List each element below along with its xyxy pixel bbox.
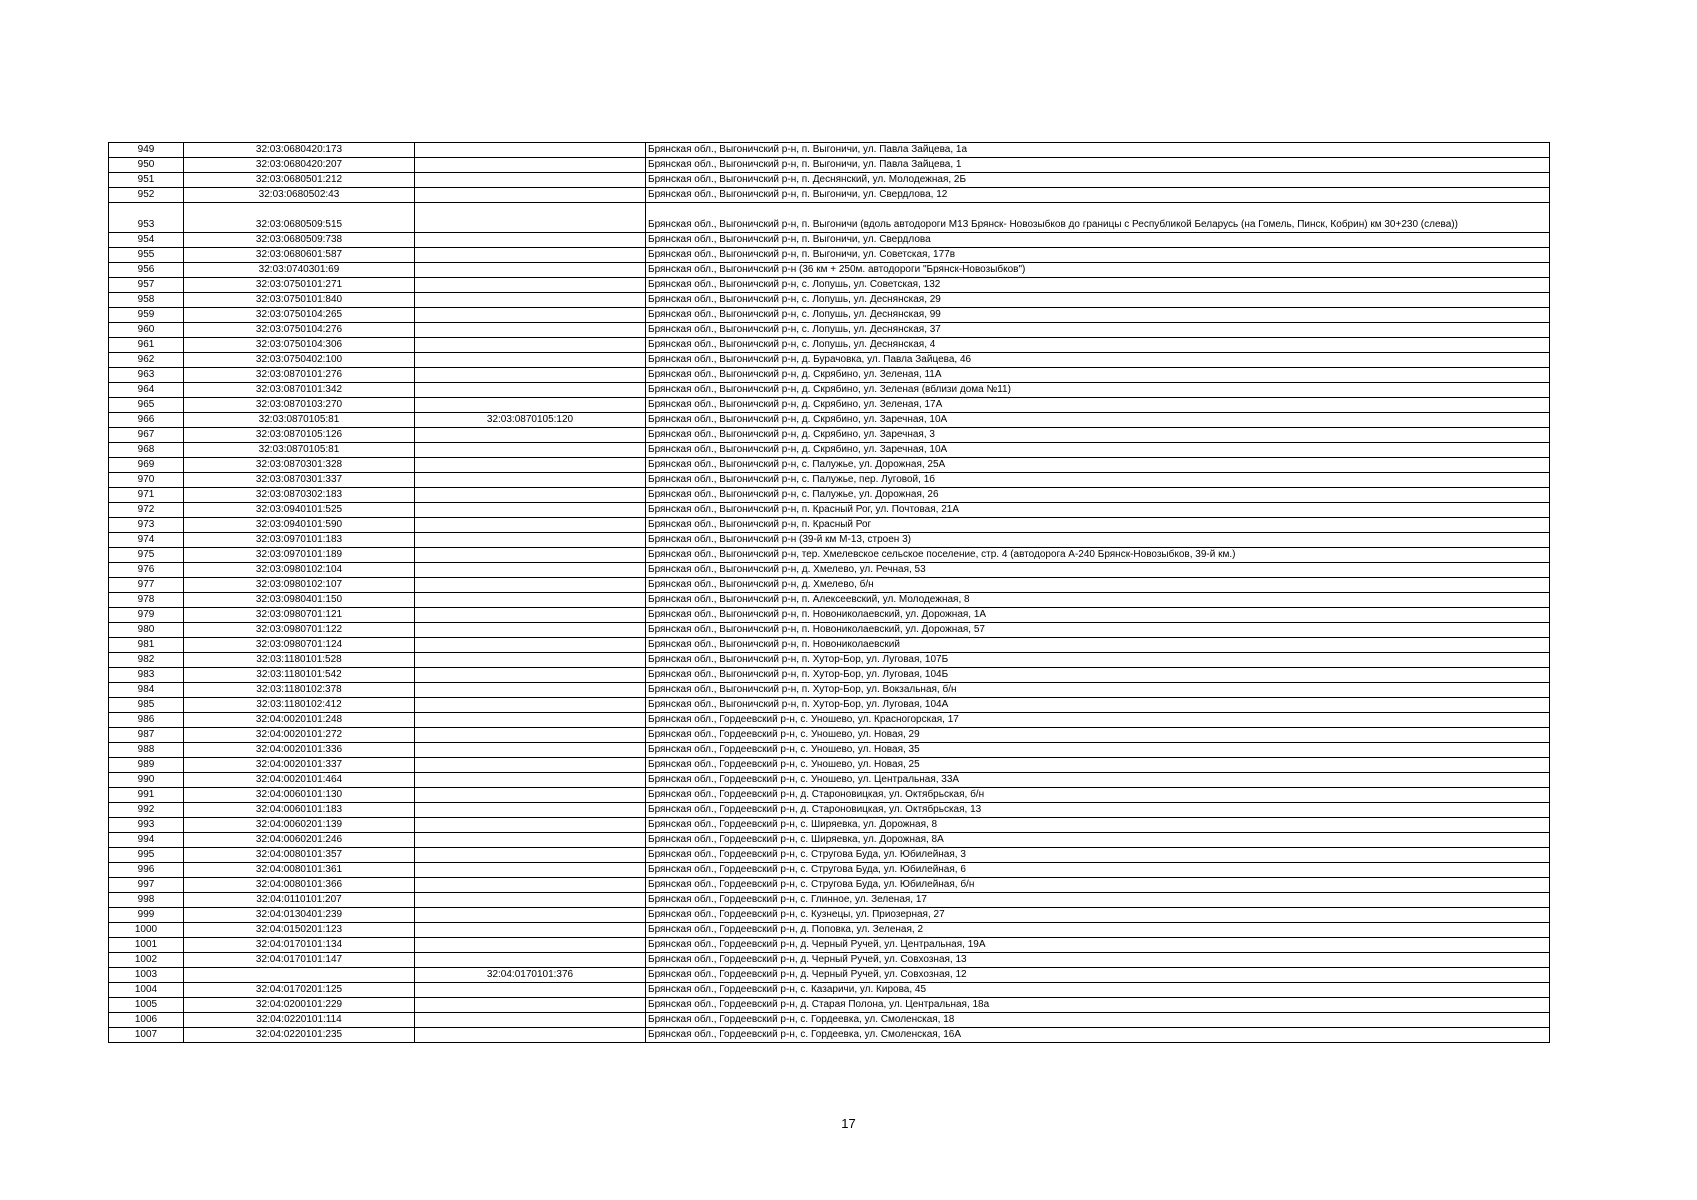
table-row bbox=[109, 488, 1550, 503]
cadastral-number-cell: 32:04:0020101:464 bbox=[184, 773, 415, 788]
table-row bbox=[109, 278, 1550, 293]
table-row bbox=[109, 263, 1550, 278]
address-cell: Брянская обл., Выгоничский р-н, д. Скрябино, ул. Зеленая, 17А bbox=[646, 398, 1550, 413]
cadastral-number-cell: 32:03:0870301:337 bbox=[184, 473, 415, 488]
table-row bbox=[109, 908, 1550, 923]
table-row bbox=[109, 713, 1550, 728]
table-row bbox=[109, 803, 1550, 818]
row-number-cell: 972 bbox=[109, 503, 184, 518]
cadastral-number-cell: 32:03:0980701:122 bbox=[184, 623, 415, 638]
table-row bbox=[109, 323, 1550, 338]
cadastral-number-cell: 32:04:0200101:229 bbox=[184, 998, 415, 1013]
table-row bbox=[109, 728, 1550, 743]
cadastral-number-cell: 32:04:0170101:147 bbox=[184, 953, 415, 968]
related-cadastral-number-cell bbox=[415, 233, 646, 248]
address-cell: Брянская обл., Выгоничский р-н, д. Скрябино, ул. Заречная, 10А bbox=[646, 413, 1550, 428]
address-cell: Брянская обл., Выгоничский р-н, п. Выгоничи, ул. Советская, 177в bbox=[646, 248, 1550, 263]
cadastral-number-cell: 32:03:0980102:107 bbox=[184, 578, 415, 593]
table-row bbox=[109, 248, 1550, 263]
related-cadastral-number-cell bbox=[415, 593, 646, 608]
row-number-cell: 961 bbox=[109, 338, 184, 353]
related-cadastral-number-cell bbox=[415, 383, 646, 398]
address-cell: Брянская обл., Выгоничский р-н, д. Бурачовка, ул. Павла Зайцева, 46 bbox=[646, 353, 1550, 368]
related-cadastral-number-cell bbox=[415, 293, 646, 308]
address-cell: Брянская обл., Выгоничский р-н, д. Хмелево, ул. Речная, 53 bbox=[646, 563, 1550, 578]
cadastral-number-cell: 32:04:0060101:183 bbox=[184, 803, 415, 818]
table-row bbox=[109, 593, 1550, 608]
table-row bbox=[109, 893, 1550, 908]
related-cadastral-number-cell bbox=[415, 773, 646, 788]
address-cell: Брянская обл., Гордеевский р-н, д. Староновицкая, ул. Октябрьская, б/н bbox=[646, 788, 1550, 803]
address-cell: Брянская обл., Гордеевский р-н, с. Уношево, ул. Новая, 29 bbox=[646, 728, 1550, 743]
address-cell: Брянская обл., Гордеевский р-н, с. Уношево, ул. Новая, 35 bbox=[646, 743, 1550, 758]
table-row bbox=[109, 143, 1550, 158]
cadastral-number-cell: 32:03:0940101:525 bbox=[184, 503, 415, 518]
related-cadastral-number-cell bbox=[415, 443, 646, 458]
row-number-cell: 981 bbox=[109, 638, 184, 653]
cadastral-number-cell: 32:03:0980102:104 bbox=[184, 563, 415, 578]
table-row bbox=[109, 518, 1550, 533]
row-number-cell: 990 bbox=[109, 773, 184, 788]
table-row bbox=[109, 578, 1550, 593]
related-cadastral-number-cell bbox=[415, 398, 646, 413]
related-cadastral-number-cell bbox=[415, 623, 646, 638]
related-cadastral-number-cell bbox=[415, 728, 646, 743]
address-cell: Брянская обл., Выгоничский р-н, п. Новониколаевский bbox=[646, 638, 1550, 653]
related-cadastral-number-cell bbox=[415, 503, 646, 518]
cadastral-number-cell: 32:04:0130401:239 bbox=[184, 908, 415, 923]
address-cell: Брянская обл., Выгоничский р-н, п. Деснянский, ул. Молодежная, 2Б bbox=[646, 173, 1550, 188]
cadastral-number-cell: 32:03:1180102:412 bbox=[184, 698, 415, 713]
address-cell: Брянская обл., Выгоничский р-н, п. Новониколаевский, ул. Дорожная, 57 bbox=[646, 623, 1550, 638]
row-number-cell: 965 bbox=[109, 398, 184, 413]
address-cell: Брянская обл., Выгоничский р-н, п. Хутор-Бор, ул. Луговая, 104Б bbox=[646, 668, 1550, 683]
table-row bbox=[109, 368, 1550, 383]
related-cadastral-number-cell bbox=[415, 458, 646, 473]
cadastral-number-cell: 32:04:0020101:337 bbox=[184, 758, 415, 773]
cadastral-number-cell: 32:03:0680509:515 bbox=[184, 203, 415, 233]
cadastral-number-cell: 32:03:0870105:81 bbox=[184, 413, 415, 428]
related-cadastral-number-cell bbox=[415, 923, 646, 938]
address-cell: Брянская обл., Гордеевский р-н, с. Уношево, ул. Красногорская, 17 bbox=[646, 713, 1550, 728]
table-row bbox=[109, 413, 1550, 428]
cadastral-number-cell: 32:03:0970101:183 bbox=[184, 533, 415, 548]
table-row bbox=[109, 443, 1550, 458]
address-cell: Брянская обл., Выгоничский р-н, п. Алексеевский, ул. Молодежная, 8 bbox=[646, 593, 1550, 608]
address-cell: Брянская обл., Гордеевский р-н, с. Уношево, ул. Новая, 25 bbox=[646, 758, 1550, 773]
cadastral-number-cell: 32:03:0870103:270 bbox=[184, 398, 415, 413]
address-cell: Брянская обл., Гордеевский р-н, д. Черный Ручей, ул. Центральная, 19А bbox=[646, 938, 1550, 953]
related-cadastral-number-cell: 32:03:0870105:120 bbox=[415, 413, 646, 428]
cadastral-number-cell: 32:03:1180101:528 bbox=[184, 653, 415, 668]
related-cadastral-number-cell bbox=[415, 758, 646, 773]
related-cadastral-number-cell bbox=[415, 308, 646, 323]
table-row bbox=[109, 428, 1550, 443]
row-number-cell: 993 bbox=[109, 818, 184, 833]
address-cell: Брянская обл., Гордеевский р-н, с. Кузнецы, ул. Приозерная, 27 bbox=[646, 908, 1550, 923]
row-number-cell: 973 bbox=[109, 518, 184, 533]
table-row bbox=[109, 233, 1550, 248]
row-number-cell: 984 bbox=[109, 683, 184, 698]
address-cell: Брянская обл., Выгоничский р-н, с. Лопушь, ул. Советская, 132 bbox=[646, 278, 1550, 293]
row-number-cell: 996 bbox=[109, 863, 184, 878]
related-cadastral-number-cell bbox=[415, 608, 646, 623]
related-cadastral-number-cell bbox=[415, 818, 646, 833]
row-number-cell: 992 bbox=[109, 803, 184, 818]
table-row bbox=[109, 983, 1550, 998]
related-cadastral-number-cell bbox=[415, 353, 646, 368]
related-cadastral-number-cell bbox=[415, 803, 646, 818]
row-number-cell: 956 bbox=[109, 263, 184, 278]
address-cell: Брянская обл., Выгоничский р-н, п. Выгоничи, ул. Свердлова, 12 bbox=[646, 188, 1550, 203]
address-cell: Брянская обл., Гордеевский р-н, с. Уношево, ул. Центральная, 33А bbox=[646, 773, 1550, 788]
cadastral-number-cell: 32:03:0980401:150 bbox=[184, 593, 415, 608]
row-number-cell: 962 bbox=[109, 353, 184, 368]
address-cell: Брянская обл., Выгоничский р-н, д. Скрябино, ул. Заречная, 10А bbox=[646, 443, 1550, 458]
table-row bbox=[109, 548, 1550, 563]
address-cell: Брянская обл., Выгоничский р-н, с. Лопушь, ул. Деснянская, 29 bbox=[646, 293, 1550, 308]
row-number-cell: 1004 bbox=[109, 983, 184, 998]
cadastral-number-cell bbox=[184, 968, 415, 983]
related-cadastral-number-cell bbox=[415, 938, 646, 953]
address-cell: Брянская обл., Выгоничский р-н (36 км + 250м. автодороги "Брянск-Новозыбков") bbox=[646, 263, 1550, 278]
address-cell: Брянская обл., Гордеевский р-н, с. Ширяевка, ул. Дорожная, 8А bbox=[646, 833, 1550, 848]
related-cadastral-number-cell bbox=[415, 683, 646, 698]
address-cell: Брянская обл., Выгоничский р-н, п. Красный Рог, ул. Почтовая, 21А bbox=[646, 503, 1550, 518]
row-number-cell: 995 bbox=[109, 848, 184, 863]
row-number-cell: 976 bbox=[109, 563, 184, 578]
table-row bbox=[109, 773, 1550, 788]
row-number-cell: 975 bbox=[109, 548, 184, 563]
address-cell: Брянская обл., Гордеевский р-н, д. Старая Полона, ул. Центральная, 18а bbox=[646, 998, 1550, 1013]
address-cell: Брянская обл., Гордеевский р-н, с. Стругова Буда, ул. Юбилейная, 3 bbox=[646, 848, 1550, 863]
cadastral-number-cell: 32:04:0110101:207 bbox=[184, 893, 415, 908]
cadastral-number-cell: 32:04:0170201:125 bbox=[184, 983, 415, 998]
table-row bbox=[109, 1028, 1550, 1043]
related-cadastral-number-cell bbox=[415, 1028, 646, 1043]
table-row bbox=[109, 473, 1550, 488]
row-number-cell: 998 bbox=[109, 893, 184, 908]
row-number-cell: 971 bbox=[109, 488, 184, 503]
address-cell: Брянская обл., Гордеевский р-н, с. Гордеевка, ул. Смоленская, 18 bbox=[646, 1013, 1550, 1028]
address-cell: Брянская обл., Гордеевский р-н, д. Поповка, ул. Зеленая, 2 bbox=[646, 923, 1550, 938]
cadastral-number-cell: 32:03:0940101:590 bbox=[184, 518, 415, 533]
table-row bbox=[109, 608, 1550, 623]
address-cell: Брянская обл., Гордеевский р-н, д. Черный Ручей, ул. Совхозная, 13 bbox=[646, 953, 1550, 968]
table-row bbox=[109, 878, 1550, 893]
row-number-cell: 967 bbox=[109, 428, 184, 443]
row-number-cell: 959 bbox=[109, 308, 184, 323]
row-number-cell: 1000 bbox=[109, 923, 184, 938]
cadastral-number-cell: 32:03:0870101:342 bbox=[184, 383, 415, 398]
cadastral-number-cell: 32:03:0970101:189 bbox=[184, 548, 415, 563]
address-cell: Брянская обл., Выгоничский р-н, п. Выгоничи, ул. Павла Зайцева, 1 bbox=[646, 158, 1550, 173]
cadastral-number-cell: 32:03:0680601:587 bbox=[184, 248, 415, 263]
related-cadastral-number-cell bbox=[415, 638, 646, 653]
registry-table-body bbox=[109, 143, 1550, 1043]
address-cell: Брянская обл., Гордеевский р-н, с. Ширяевка, ул. Дорожная, 8 bbox=[646, 818, 1550, 833]
cadastral-number-cell: 32:03:1180101:542 bbox=[184, 668, 415, 683]
row-number-cell: 960 bbox=[109, 323, 184, 338]
row-number-cell: 989 bbox=[109, 758, 184, 773]
table-row bbox=[109, 743, 1550, 758]
address-cell: Брянская обл., Выгоничский р-н, д. Скрябино, ул. Зеленая, 11А bbox=[646, 368, 1550, 383]
table-row bbox=[109, 383, 1550, 398]
row-number-cell: 988 bbox=[109, 743, 184, 758]
cadastral-number-cell: 32:04:0060201:246 bbox=[184, 833, 415, 848]
cadastral-number-cell: 32:03:0750104:306 bbox=[184, 338, 415, 353]
cadastral-number-cell: 32:03:0870101:276 bbox=[184, 368, 415, 383]
row-number-cell: 1005 bbox=[109, 998, 184, 1013]
related-cadastral-number-cell bbox=[415, 548, 646, 563]
related-cadastral-number-cell bbox=[415, 668, 646, 683]
cadastral-number-cell: 32:03:0980701:121 bbox=[184, 608, 415, 623]
table-row bbox=[109, 653, 1550, 668]
row-number-cell: 1003 bbox=[109, 968, 184, 983]
address-cell: Брянская обл., Выгоничский р-н, с. Палужье, пер. Луговой, 1б bbox=[646, 473, 1550, 488]
row-number-cell: 953 bbox=[109, 203, 184, 233]
related-cadastral-number-cell bbox=[415, 143, 646, 158]
table-row bbox=[109, 863, 1550, 878]
row-number-cell: 950 bbox=[109, 158, 184, 173]
row-number-cell: 977 bbox=[109, 578, 184, 593]
table-row bbox=[109, 503, 1550, 518]
table-row bbox=[109, 533, 1550, 548]
address-cell: Брянская обл., Выгоничский р-н, с. Палужье, ул. Дорожная, 25А bbox=[646, 458, 1550, 473]
table-row bbox=[109, 968, 1550, 983]
related-cadastral-number-cell bbox=[415, 848, 646, 863]
related-cadastral-number-cell bbox=[415, 698, 646, 713]
table-row bbox=[109, 563, 1550, 578]
related-cadastral-number-cell: 32:04:0170101:376 bbox=[415, 968, 646, 983]
cadastral-number-cell: 32:04:0020101:272 bbox=[184, 728, 415, 743]
related-cadastral-number-cell bbox=[415, 428, 646, 443]
related-cadastral-number-cell bbox=[415, 488, 646, 503]
row-number-cell: 949 bbox=[109, 143, 184, 158]
table-row bbox=[109, 203, 1550, 233]
address-cell: Брянская обл., Выгоничский р-н, д. Скрябино, ул. Заречная, 3 bbox=[646, 428, 1550, 443]
cadastral-number-cell: 32:03:0750104:265 bbox=[184, 308, 415, 323]
row-number-cell: 969 bbox=[109, 458, 184, 473]
row-number-cell: 974 bbox=[109, 533, 184, 548]
registry-table bbox=[108, 142, 1550, 1043]
table-row bbox=[109, 848, 1550, 863]
related-cadastral-number-cell bbox=[415, 743, 646, 758]
cadastral-number-cell: 32:03:0870105:126 bbox=[184, 428, 415, 443]
address-cell: Брянская обл., Выгоничский р-н, с. Лопушь, ул. Деснянская, 4 bbox=[646, 338, 1550, 353]
cadastral-number-cell: 32:03:0680420:207 bbox=[184, 158, 415, 173]
table-row bbox=[109, 683, 1550, 698]
table-row bbox=[109, 638, 1550, 653]
cadastral-number-cell: 32:04:0220101:114 bbox=[184, 1013, 415, 1028]
related-cadastral-number-cell bbox=[415, 203, 646, 233]
address-cell: Брянская обл., Выгоничский р-н, д. Хмелево, б/н bbox=[646, 578, 1550, 593]
cadastral-number-cell: 32:03:0680420:173 bbox=[184, 143, 415, 158]
row-number-cell: 987 bbox=[109, 728, 184, 743]
address-cell: Брянская обл., Гордеевский р-н, с. Казаричи, ул. Кирова, 45 bbox=[646, 983, 1550, 998]
related-cadastral-number-cell bbox=[415, 248, 646, 263]
table-row bbox=[109, 758, 1550, 773]
cadastral-number-cell: 32:04:0060101:130 bbox=[184, 788, 415, 803]
row-number-cell: 970 bbox=[109, 473, 184, 488]
related-cadastral-number-cell bbox=[415, 833, 646, 848]
table-row bbox=[109, 698, 1550, 713]
related-cadastral-number-cell bbox=[415, 473, 646, 488]
row-number-cell: 952 bbox=[109, 188, 184, 203]
related-cadastral-number-cell bbox=[415, 653, 646, 668]
related-cadastral-number-cell bbox=[415, 863, 646, 878]
cadastral-number-cell: 32:03:0870302:183 bbox=[184, 488, 415, 503]
row-number-cell: 978 bbox=[109, 593, 184, 608]
related-cadastral-number-cell bbox=[415, 263, 646, 278]
related-cadastral-number-cell bbox=[415, 578, 646, 593]
address-cell: Брянская обл., Выгоничский р-н (39-й км М-13, строен 3) bbox=[646, 533, 1550, 548]
cadastral-number-cell: 32:04:0020101:248 bbox=[184, 713, 415, 728]
cadastral-number-cell: 32:03:0750101:840 bbox=[184, 293, 415, 308]
related-cadastral-number-cell bbox=[415, 188, 646, 203]
related-cadastral-number-cell bbox=[415, 278, 646, 293]
row-number-cell: 979 bbox=[109, 608, 184, 623]
row-number-cell: 991 bbox=[109, 788, 184, 803]
address-cell: Брянская обл., Гордеевский р-н, с. Гордеевка, ул. Смоленская, 16А bbox=[646, 1028, 1550, 1043]
cadastral-number-cell: 32:03:0680501:212 bbox=[184, 173, 415, 188]
address-cell: Брянская обл., Выгоничский р-н, п. Хутор-Бор, ул. Вокзальная, б/н bbox=[646, 683, 1550, 698]
address-cell: Брянская обл., Выгоничский р-н, п. Красный Рог bbox=[646, 518, 1550, 533]
row-number-cell: 1007 bbox=[109, 1028, 184, 1043]
related-cadastral-number-cell bbox=[415, 323, 646, 338]
table-row bbox=[109, 668, 1550, 683]
row-number-cell: 999 bbox=[109, 908, 184, 923]
table-row bbox=[109, 818, 1550, 833]
cadastral-number-cell: 32:03:0680502:43 bbox=[184, 188, 415, 203]
address-cell: Брянская обл., Выгоничский р-н, п. Новониколаевский, ул. Дорожная, 1А bbox=[646, 608, 1550, 623]
related-cadastral-number-cell bbox=[415, 788, 646, 803]
row-number-cell: 994 bbox=[109, 833, 184, 848]
table-row bbox=[109, 1013, 1550, 1028]
row-number-cell: 951 bbox=[109, 173, 184, 188]
cadastral-number-cell: 32:03:0750104:276 bbox=[184, 323, 415, 338]
related-cadastral-number-cell bbox=[415, 998, 646, 1013]
row-number-cell: 983 bbox=[109, 668, 184, 683]
related-cadastral-number-cell bbox=[415, 878, 646, 893]
table-row bbox=[109, 353, 1550, 368]
row-number-cell: 966 bbox=[109, 413, 184, 428]
row-number-cell: 980 bbox=[109, 623, 184, 638]
row-number-cell: 985 bbox=[109, 698, 184, 713]
table-row bbox=[109, 458, 1550, 473]
cadastral-number-cell: 32:04:0080101:361 bbox=[184, 863, 415, 878]
cadastral-number-cell: 32:03:0750402:100 bbox=[184, 353, 415, 368]
address-cell: Брянская обл., Выгоничский р-н, п. Выгоничи, ул. Павла Зайцева, 1а bbox=[646, 143, 1550, 158]
related-cadastral-number-cell bbox=[415, 953, 646, 968]
row-number-cell: 986 bbox=[109, 713, 184, 728]
cadastral-number-cell: 32:04:0060201:139 bbox=[184, 818, 415, 833]
related-cadastral-number-cell bbox=[415, 983, 646, 998]
row-number-cell: 955 bbox=[109, 248, 184, 263]
address-cell: Брянская обл., Выгоничский р-н, п. Выгоничи (вдоль автодороги М13 Брянск- Новозыбков до границы с Республикой Беларусь (на Гомель, Пинск, Кобрин) км 30+230 (слева)) bbox=[646, 203, 1550, 233]
table-row bbox=[109, 338, 1550, 353]
row-number-cell: 958 bbox=[109, 293, 184, 308]
address-cell: Брянская обл., Выгоничский р-н, с. Палужье, ул. Дорожная, 26 bbox=[646, 488, 1550, 503]
table-row bbox=[109, 293, 1550, 308]
related-cadastral-number-cell bbox=[415, 368, 646, 383]
table-row bbox=[109, 158, 1550, 173]
page-number: 17 bbox=[841, 1116, 856, 1131]
related-cadastral-number-cell bbox=[415, 173, 646, 188]
cadastral-number-cell: 32:03:0870105:81 bbox=[184, 443, 415, 458]
cadastral-number-cell: 32:04:0220101:235 bbox=[184, 1028, 415, 1043]
related-cadastral-number-cell bbox=[415, 908, 646, 923]
cadastral-number-cell: 32:03:0740301:69 bbox=[184, 263, 415, 278]
row-number-cell: 957 bbox=[109, 278, 184, 293]
cadastral-number-cell: 32:03:0750101:271 bbox=[184, 278, 415, 293]
address-cell: Брянская обл., Выгоничский р-н, п. Хутор-Бор, ул. Луговая, 107Б bbox=[646, 653, 1550, 668]
cadastral-number-cell: 32:03:0680509:738 bbox=[184, 233, 415, 248]
row-number-cell: 964 bbox=[109, 383, 184, 398]
address-cell: Брянская обл., Выгоничский р-н, д. Скрябино, ул. Зеленая (вблизи дома №11) bbox=[646, 383, 1550, 398]
row-number-cell: 968 bbox=[109, 443, 184, 458]
related-cadastral-number-cell bbox=[415, 533, 646, 548]
table-row bbox=[109, 788, 1550, 803]
table-row bbox=[109, 953, 1550, 968]
table-row bbox=[109, 188, 1550, 203]
related-cadastral-number-cell bbox=[415, 1013, 646, 1028]
address-cell: Брянская обл., Гордеевский р-н, с. Стругова Буда, ул. Юбилейная, б/н bbox=[646, 878, 1550, 893]
table-row bbox=[109, 398, 1550, 413]
table-row bbox=[109, 173, 1550, 188]
table-row bbox=[109, 308, 1550, 323]
address-cell: Брянская обл., Выгоничский р-н, с. Лопушь, ул. Деснянская, 37 bbox=[646, 323, 1550, 338]
cadastral-number-cell: 32:03:0870301:328 bbox=[184, 458, 415, 473]
row-number-cell: 963 bbox=[109, 368, 184, 383]
address-cell: Брянская обл., Гордеевский р-н, д. Черный Ручей, ул. Совхозная, 12 bbox=[646, 968, 1550, 983]
cadastral-number-cell: 32:04:0020101:336 bbox=[184, 743, 415, 758]
address-cell: Брянская обл., Гордеевский р-н, с. Стругова Буда, ул. Юбилейная, 6 bbox=[646, 863, 1550, 878]
table-row bbox=[109, 938, 1550, 953]
address-cell: Брянская обл., Выгоничский р-н, п. Хутор-Бор, ул. Луговая, 104А bbox=[646, 698, 1550, 713]
row-number-cell: 997 bbox=[109, 878, 184, 893]
cadastral-number-cell: 32:04:0150201:123 bbox=[184, 923, 415, 938]
related-cadastral-number-cell bbox=[415, 338, 646, 353]
cadastral-number-cell: 32:03:0980701:124 bbox=[184, 638, 415, 653]
related-cadastral-number-cell bbox=[415, 893, 646, 908]
cadastral-number-cell: 32:03:1180102:378 bbox=[184, 683, 415, 698]
related-cadastral-number-cell bbox=[415, 713, 646, 728]
row-number-cell: 1002 bbox=[109, 953, 184, 968]
cadastral-number-cell: 32:04:0080101:366 bbox=[184, 878, 415, 893]
cadastral-number-cell: 32:04:0080101:357 bbox=[184, 848, 415, 863]
row-number-cell: 954 bbox=[109, 233, 184, 248]
table-row bbox=[109, 623, 1550, 638]
cadastral-number-cell: 32:04:0170101:134 bbox=[184, 938, 415, 953]
row-number-cell: 1006 bbox=[109, 1013, 184, 1028]
address-cell: Брянская обл., Гордеевский р-н, д. Староновицкая, ул. Октябрьская, 13 bbox=[646, 803, 1550, 818]
address-cell: Брянская обл., Выгоничский р-н, тер. Хмелевское сельское поселение, стр. 4 (автодорога А-240 Брянск-Новозыбков, 39-й км.) bbox=[646, 548, 1550, 563]
related-cadastral-number-cell bbox=[415, 158, 646, 173]
table-row bbox=[109, 833, 1550, 848]
related-cadastral-number-cell bbox=[415, 563, 646, 578]
address-cell: Брянская обл., Выгоничский р-н, с. Лопушь, ул. Деснянская, 99 bbox=[646, 308, 1550, 323]
address-cell: Брянская обл., Гордеевский р-н, с. Глинное, ул. Зеленая, 17 bbox=[646, 893, 1550, 908]
row-number-cell: 982 bbox=[109, 653, 184, 668]
row-number-cell: 1001 bbox=[109, 938, 184, 953]
address-cell: Брянская обл., Выгоничский р-н, п. Выгоничи, ул. Свердлова bbox=[646, 233, 1550, 248]
table-row bbox=[109, 998, 1550, 1013]
related-cadastral-number-cell bbox=[415, 518, 646, 533]
table-row bbox=[109, 923, 1550, 938]
